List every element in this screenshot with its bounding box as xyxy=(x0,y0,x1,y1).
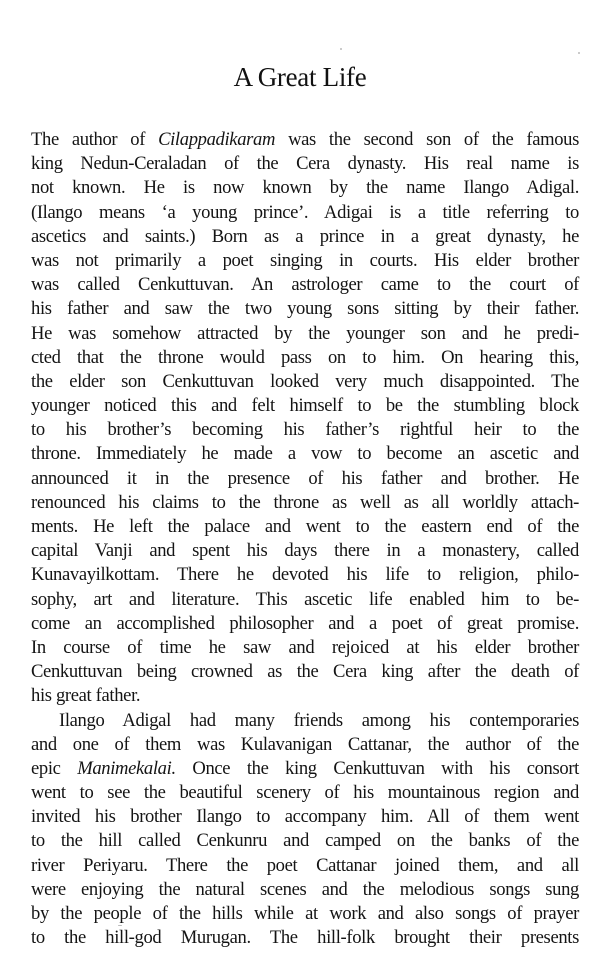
text-run: his father and saw the two young sons sitting by their father. xyxy=(31,298,579,320)
text-line xyxy=(31,781,579,805)
text-line xyxy=(31,418,579,442)
text-line xyxy=(31,563,579,587)
text-line xyxy=(31,442,579,466)
text-line xyxy=(31,660,579,684)
text-run: (Ilango means ‘a young prince’. Adigai is a title referring to xyxy=(31,201,579,223)
text-line xyxy=(31,394,579,418)
scan-speck xyxy=(578,52,580,54)
text-run: Ilango Adigal had many friends among his contemporaries xyxy=(59,709,579,731)
text-run: was the second son of the famous xyxy=(275,129,579,150)
italic-title-text: Cilappadikaram xyxy=(158,129,276,150)
text-line xyxy=(31,684,579,708)
scan-speck xyxy=(118,925,122,926)
text-line xyxy=(31,176,579,200)
text-line xyxy=(31,467,579,491)
text-run: epic xyxy=(31,757,78,779)
text-line xyxy=(31,225,579,249)
text-run: ments. He left the palace and went to the eastern end of the xyxy=(31,516,579,537)
text-run: to his brother’s becoming his father’s rightful heir to the xyxy=(31,419,579,441)
text-run: was called Cenkuttuvan. An astrologer came to the court of xyxy=(31,274,579,296)
text-line xyxy=(31,152,579,176)
text-run: king Nedun-Ceraladan of the Cera dynasty. His real name is xyxy=(31,153,579,175)
text-run: were enjoying the natural scenes and the melodious songs sung xyxy=(31,878,579,900)
text-run: not known. He is now known by the name Ilango Adigal. xyxy=(31,177,579,199)
text-line xyxy=(31,878,579,902)
text-line xyxy=(31,636,579,660)
text-run: sophy, art and literature. This ascetic life enabled him to be- xyxy=(31,588,579,610)
text-line xyxy=(31,322,579,346)
text-run: his great father. xyxy=(31,685,141,707)
text-line xyxy=(31,805,579,829)
text-line xyxy=(31,346,579,370)
text-run: to the hill-god Murugan. The hill-folk brought their presents xyxy=(31,927,579,949)
text-run: announced it in the presence of his father and brother. He xyxy=(31,467,579,489)
text-line xyxy=(31,757,579,781)
text-line xyxy=(31,539,579,563)
text-run: The author of xyxy=(31,129,159,150)
text-line xyxy=(31,370,579,394)
text-run: throne. Immediately he made a vow to become an ascetic and xyxy=(31,443,579,465)
text-line xyxy=(31,515,579,539)
text-run: capital Vanji and spent his days there in a monastery, called xyxy=(31,540,579,562)
text-run: river Periyaru. There the poet Cattanar joined them, and all xyxy=(31,854,579,876)
text-line xyxy=(31,249,579,273)
text-run: the elder son Cenkuttuvan looked very much disappointed. The xyxy=(31,370,579,392)
text-run: was not primarily a poet singing in courts. His elder brother xyxy=(31,249,579,271)
paragraph xyxy=(31,128,579,709)
text-line xyxy=(31,273,579,297)
text-line xyxy=(31,709,579,733)
text-run: invited his brother Ilango to accompany him. All of them went xyxy=(31,806,579,828)
text-run: He was somehow attracted by the younger son and he predi- xyxy=(31,322,579,344)
text-run: Cenkuttuvan being crowned as the Cera king after the death of xyxy=(31,661,579,683)
text-line xyxy=(31,733,579,757)
page-title: A Great Life xyxy=(233,62,367,92)
paragraph xyxy=(31,709,579,951)
text-run: Kunavayilkottam. There he devoted his life to religion, philo- xyxy=(31,564,579,586)
text-line xyxy=(31,491,579,515)
text-line xyxy=(31,612,579,636)
text-run: Once the king Cenkuttuvan with his consort xyxy=(175,757,579,779)
text-line xyxy=(31,902,579,926)
text-run: to the hill called Cenkunru and camped on the banks of the xyxy=(31,830,579,852)
text-run: younger noticed this and felt himself to be the stumbling block xyxy=(31,395,579,417)
text-run: In course of time he saw and rejoiced at his elder brother xyxy=(31,636,579,658)
text-line xyxy=(31,201,579,225)
text-run: went to see the beautiful scenery of his mountainous region and xyxy=(31,782,579,804)
text-line xyxy=(31,926,579,950)
text-line xyxy=(31,297,579,321)
italic-title-text: Manimekalai. xyxy=(77,757,176,779)
text-run: cted that the throne would pass on to him. On hearing this, xyxy=(31,346,579,368)
text-run: ascetics and saints.) Born as a prince in a great dynasty, he xyxy=(31,225,579,247)
text-line xyxy=(31,854,579,878)
text-line xyxy=(31,128,579,152)
text-line xyxy=(31,588,579,612)
scan-speck xyxy=(340,48,342,50)
text-run: by the people of the hills while at work and also songs of prayer xyxy=(31,903,579,924)
body-text xyxy=(31,128,579,950)
text-run: renounced his claims to the throne as well as all worldly attach- xyxy=(31,491,579,513)
text-run: and one of them was Kulavanigan Cattanar, the author of the xyxy=(31,733,579,755)
text-line xyxy=(31,829,579,853)
text-run: come an accomplished philosopher and a poet of great promise. xyxy=(31,612,579,634)
